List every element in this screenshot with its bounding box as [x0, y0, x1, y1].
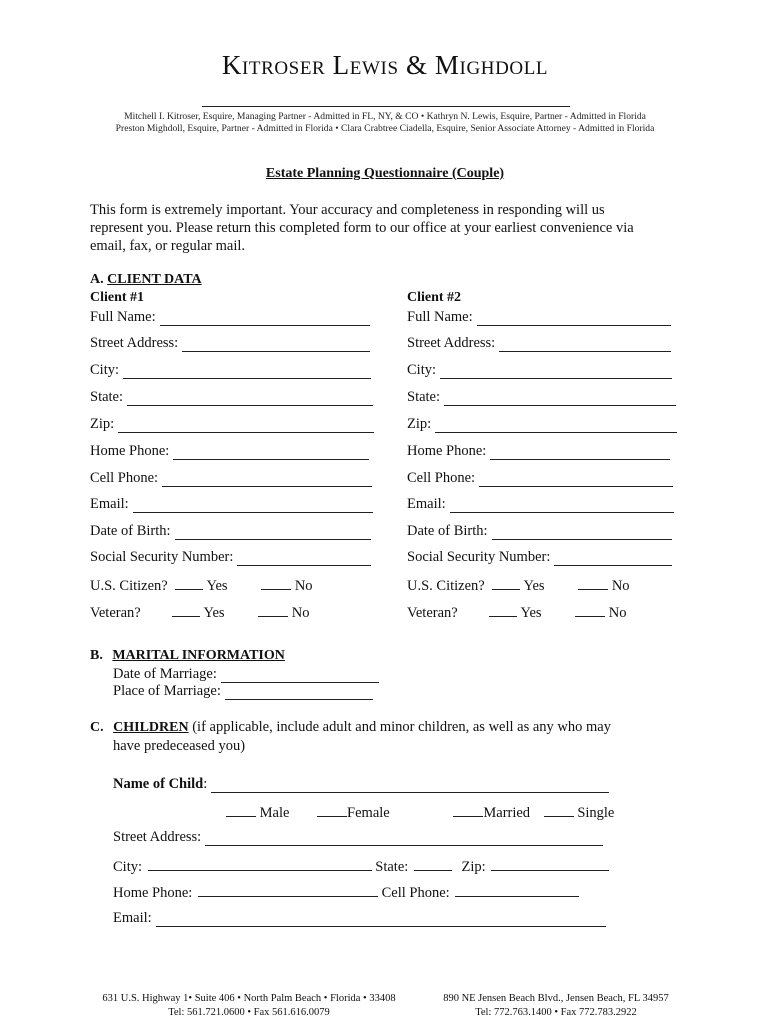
citizen-yes-blank[interactable]	[492, 576, 520, 590]
footer-office-1	[88, 992, 410, 1020]
cell-phone-input-line[interactable]	[479, 473, 673, 487]
child-state-input-line[interactable]	[414, 857, 452, 871]
home-phone-label: Home Phone:	[407, 443, 487, 459]
client-1-zip-field[interactable]	[90, 416, 374, 433]
client-2-heading: Client #2	[407, 290, 462, 305]
email-label: Email:	[407, 496, 446, 512]
veteran-yes-label: Yes	[520, 605, 542, 621]
citizen-no-label: No	[294, 578, 313, 594]
client-2-city-field[interactable]	[407, 362, 672, 379]
marriage-place-label: Place of Marriage:	[113, 683, 221, 699]
client-1-full-name-field[interactable]	[90, 309, 370, 326]
veteran-no-blank[interactable]	[258, 603, 288, 617]
client-2-dob-field[interactable]	[407, 523, 672, 540]
zip-input-line[interactable]	[118, 419, 374, 433]
client-2-ssn-field[interactable]	[407, 549, 672, 566]
state-input-line[interactable]	[127, 392, 373, 406]
home-phone-input-line[interactable]	[490, 446, 670, 460]
client-1-state-field[interactable]	[90, 389, 373, 406]
marriage-date-label: Date of Marriage:	[113, 666, 217, 682]
header-divider	[202, 106, 570, 107]
client-1-heading: Client #1	[90, 290, 145, 305]
client-2-zip-field[interactable]	[407, 416, 677, 433]
ssn-input-line[interactable]	[237, 552, 371, 566]
zip-input-line[interactable]	[435, 419, 677, 433]
intro-line-3: email, fax, or regular mail.	[90, 238, 246, 254]
footer-office-2-phone: Tel: 772.763.1400 • Fax 772.783.2922	[475, 1007, 637, 1018]
child-name-colon: :	[203, 776, 208, 792]
section-b-heading	[90, 648, 285, 664]
marriage-date-input-line[interactable]	[221, 669, 379, 683]
child-zip-input-line[interactable]	[491, 857, 609, 871]
male-blank[interactable]	[226, 803, 256, 817]
citizen-label: U.S. Citizen?	[407, 578, 485, 594]
veteran-label: Veteran?	[90, 605, 141, 621]
cell-phone-label: Cell Phone:	[90, 470, 159, 486]
child-phone-row	[113, 883, 579, 902]
state-input-line[interactable]	[444, 392, 676, 406]
client-1-citizen-row	[90, 576, 313, 595]
child-gender-status-row	[226, 803, 614, 822]
intro-line-1: This form is extremely important. Your accuracy and completeness in responding will us	[90, 202, 605, 218]
email-input-line[interactable]	[450, 499, 674, 513]
cell-phone-label: Cell Phone:	[407, 470, 476, 486]
section-c-letter: C.	[90, 720, 104, 735]
single-label: Single	[577, 805, 615, 821]
female-blank[interactable]	[317, 803, 347, 817]
child-name-label: Name of Child	[113, 776, 204, 792]
marriage-place-input-line[interactable]	[225, 686, 373, 700]
marriage-place-field[interactable]	[113, 683, 373, 700]
dob-label: Date of Birth:	[407, 523, 488, 539]
zip-label: Zip:	[407, 416, 432, 432]
veteran-no-label: No	[291, 605, 310, 621]
veteran-yes-label: Yes	[203, 605, 225, 621]
citizen-yes-blank[interactable]	[175, 576, 203, 590]
home-phone-label: Home Phone:	[90, 443, 170, 459]
intro-line-2: represent you. Please return this completed form to our office at your earliest convenience via	[90, 220, 634, 236]
section-b-letter: B.	[90, 648, 103, 663]
child-name-input-line[interactable]	[211, 779, 609, 793]
veteran-label: Veteran?	[407, 605, 458, 621]
client-2-citizen-row	[407, 576, 630, 595]
attorneys-line-1: Mitchell I. Kitroser, Esquire, Managing Partner - Admitted in FL, NY, & CO • Kathryn N. Lewis, Esquire, Partner - Admitted in Florida	[124, 111, 646, 122]
form-title: Estate Planning Questionnaire (Couple)	[265, 166, 505, 181]
firm-name: Kitroser Lewis & Mighdoll	[221, 50, 549, 80]
email-label: Email:	[90, 496, 129, 512]
citizen-no-blank[interactable]	[261, 576, 291, 590]
section-c-heading	[90, 719, 611, 736]
child-city-state-zip-row	[113, 857, 609, 876]
section-a-title: CLIENT DATA	[107, 272, 202, 287]
child-cell-phone-input-line[interactable]	[455, 883, 579, 897]
citizen-yes-label: Yes	[523, 578, 545, 594]
citizen-no-label: No	[611, 578, 630, 594]
full-name-label: Full Name:	[90, 309, 156, 325]
client-2-home-phone-field[interactable]	[407, 443, 670, 460]
client-1-street-field[interactable]	[90, 335, 370, 352]
child-home-phone-input-line[interactable]	[198, 883, 378, 897]
marriage-date-field[interactable]	[113, 666, 379, 683]
client-2-street-field[interactable]	[407, 335, 671, 352]
client-1-veteran-row	[90, 603, 310, 622]
married-label: Married	[483, 805, 531, 821]
client-1-city-field[interactable]	[90, 362, 371, 379]
client-1-cell-phone-field[interactable]	[90, 470, 372, 487]
male-label: Male	[259, 805, 290, 821]
section-b-title: MARITAL INFORMATION	[112, 648, 285, 663]
attorneys-line-2: Preston Mighdoll, Esquire, Partner - Admitted in Florida • Clara Crabtree Ciadella, Esquire, Senior Associate Attorney - Admitted in Florida	[115, 123, 655, 134]
full-name-label: Full Name:	[407, 309, 473, 325]
child-home-phone-label: Home Phone:	[113, 885, 193, 901]
client-2-full-name-field[interactable]	[407, 309, 671, 326]
client-2-veteran-row	[407, 603, 627, 622]
city-input-line[interactable]	[123, 365, 371, 379]
single-blank[interactable]	[544, 803, 574, 817]
footer-office-2-address: 890 NE Jensen Beach Blvd., Jensen Beach, FL 34957	[443, 993, 669, 1004]
child-email-label: Email:	[113, 910, 152, 926]
female-label: Female	[347, 805, 390, 821]
full-name-input-line[interactable]	[477, 312, 671, 326]
client-1-dob-field[interactable]	[90, 523, 371, 540]
ssn-label: Social Security Number:	[90, 549, 234, 565]
state-label: State:	[90, 389, 124, 405]
citizen-yes-label: Yes	[206, 578, 228, 594]
child-email-input-line[interactable]	[156, 913, 606, 927]
street-label: Street Address:	[407, 335, 496, 351]
street-input-line[interactable]	[499, 338, 671, 352]
state-label: State:	[407, 389, 441, 405]
dob-label: Date of Birth:	[90, 523, 171, 539]
child-zip-label: Zip:	[461, 859, 486, 875]
child-street-field[interactable]	[113, 829, 603, 846]
city-input-line[interactable]	[440, 365, 672, 379]
veteran-no-label: No	[608, 605, 627, 621]
citizen-label: U.S. Citizen?	[90, 578, 168, 594]
footer-office-1-address: 631 U.S. Highway 1• Suite 406 • North Palm Beach • Florida • 33408	[102, 993, 396, 1004]
city-label: City:	[407, 362, 437, 378]
footer-office-2	[428, 992, 684, 1020]
veteran-yes-blank[interactable]	[489, 603, 517, 617]
city-label: City:	[90, 362, 120, 378]
client-1-home-phone-field[interactable]	[90, 443, 369, 460]
street-input-line[interactable]	[182, 338, 370, 352]
email-input-line[interactable]	[133, 499, 373, 513]
client-1-email-field[interactable]	[90, 496, 373, 513]
client-2-cell-phone-field[interactable]	[407, 470, 673, 487]
veteran-no-blank[interactable]	[575, 603, 605, 617]
child-email-field[interactable]	[113, 910, 606, 927]
married-blank[interactable]	[453, 803, 483, 817]
ssn-label: Social Security Number:	[407, 549, 551, 565]
child-street-label: Street Address:	[113, 829, 202, 845]
section-c-note-line-2: have predeceased you)	[113, 738, 246, 754]
section-c-title: CHILDREN	[113, 720, 189, 735]
full-name-input-line[interactable]	[160, 312, 370, 326]
footer-office-1-phone: Tel: 561.721.0600 • Fax 561.616.0079	[168, 1007, 330, 1018]
child-name-field[interactable]	[113, 776, 609, 793]
cell-phone-input-line[interactable]	[162, 473, 372, 487]
home-phone-input-line[interactable]	[173, 446, 369, 460]
ssn-input-line[interactable]	[554, 552, 672, 566]
section-c-note-line-1: (if applicable, include adult and minor children, as well as any who may	[188, 719, 611, 735]
section-a-letter: A.	[90, 272, 104, 287]
client-1-ssn-field[interactable]	[90, 549, 371, 566]
child-city-input-line[interactable]	[148, 857, 372, 871]
child-state-label: State:	[375, 859, 409, 875]
zip-label: Zip:	[90, 416, 115, 432]
veteran-yes-blank[interactable]	[172, 603, 200, 617]
section-a-heading	[90, 272, 202, 288]
citizen-no-blank[interactable]	[578, 576, 608, 590]
child-street-input-line[interactable]	[205, 832, 603, 846]
client-2-state-field[interactable]	[407, 389, 676, 406]
dob-input-line[interactable]	[492, 526, 672, 540]
dob-input-line[interactable]	[175, 526, 371, 540]
street-label: Street Address:	[90, 335, 179, 351]
child-city-label: City:	[113, 859, 143, 875]
client-2-email-field[interactable]	[407, 496, 674, 513]
child-cell-phone-label: Cell Phone:	[381, 885, 450, 901]
